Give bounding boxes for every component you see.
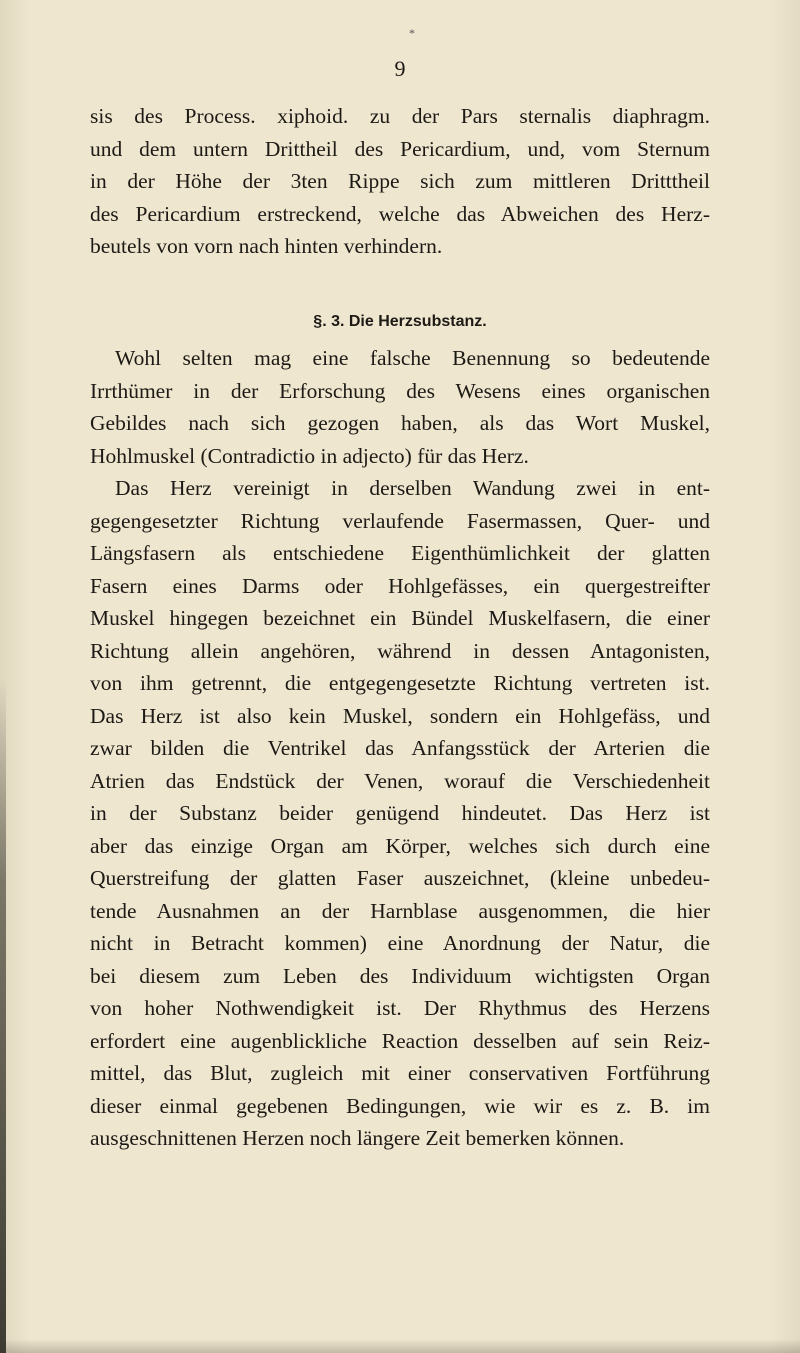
- text-line: Das Herz vereinigt in derselben Wandung zwei in ent-: [115, 476, 710, 500]
- text-line: beutels von vorn nach hinten verhindern.: [90, 234, 443, 258]
- text-line: und dem untern Drittheil des Pericardium, und, vom Sternum: [90, 136, 710, 161]
- text-line: Wohl selten mag eine falsche Benennung so bedeutende: [115, 346, 710, 370]
- text-line: in der Substanz beider genügend hindeutet. Das Herz ist: [90, 801, 710, 825]
- text-line: nicht in Betracht kommen) eine Anordnung der Natur, die: [90, 931, 710, 955]
- text-line: dieser einmal gegebenen Bedingungen, wie wir es z. B. im: [90, 1093, 710, 1118]
- text-line: erfordert eine augenblickliche Reaction desselben auf sein Reiz-: [90, 1028, 710, 1053]
- text-line: Querstreifung der glatten Faser auszeichnet, (kleine unbedeu-: [90, 866, 710, 890]
- text-line: Hohlmuskel (Contradictio in adjecto) für das Herz.: [90, 443, 529, 468]
- page-marker: *: [409, 26, 415, 40]
- binding-edge-shadow: [0, 680, 6, 1353]
- paragraph-1: [90, 100, 710, 263]
- text-line: von hoher Nothwendigkeit ist. Der Rhythmus des Herzens: [90, 996, 710, 1020]
- paragraph-3: [90, 472, 710, 1155]
- text-line: tende Ausnahmen an der Harnblase ausgenommen, die hier: [90, 898, 710, 923]
- text-line: von ihm getrennt, die entgegengesetzte Richtung vertreten ist.: [90, 671, 710, 695]
- text-line: zwar bilden die Ventrikel das Anfangsstück der Arterien die: [90, 736, 710, 760]
- text-line: in der Höhe der 3ten Rippe sich zum mittleren Dritttheil: [90, 169, 710, 193]
- text-line: mittel, das Blut, zugleich mit einer conservativen Fortführung: [90, 1061, 710, 1085]
- text-line: sis des Process. xiphoid. zu der Pars sternalis diaphragm.: [90, 104, 710, 128]
- text-line: des Pericardium erstreckend, welche das Abweichen des Herz-: [90, 201, 710, 226]
- section-heading: §. 3. Die Herzsubstanz.: [313, 313, 487, 330]
- text-line: Atrien das Endstück der Venen, worauf die Verschiedenheit: [90, 768, 710, 793]
- text-line: Das Herz ist also kein Muskel, sondern ein Hohlgefäss, und: [90, 703, 710, 728]
- text-line: Irrthümer in der Erforschung des Wesens eines organischen: [90, 378, 710, 403]
- text-line: gegengesetzter Richtung verlaufende Fasermassen, Quer- und: [90, 508, 710, 533]
- text-line: aber das einzige Organ am Körper, welches sich durch eine: [90, 833, 710, 858]
- text-line: bei diesem zum Leben des Individuum wichtigsten Organ: [90, 963, 710, 988]
- text-line: Gebildes nach sich gezogen haben, als das Wort Muskel,: [90, 411, 710, 435]
- text-line: ausgeschnittenen Herzen noch längere Zeit bemerken können.: [90, 1126, 625, 1150]
- paragraph-2: [90, 342, 710, 472]
- page-bottom-edge: [0, 1339, 800, 1353]
- text-line: Richtung allein angehören, während in dessen Antagonisten,: [90, 638, 710, 663]
- text-line: Längsfasern als entschiedene Eigenthümlichkeit der glatten: [90, 541, 710, 565]
- text-line: Muskel hingegen bezeichnet ein Bündel Muskelfasern, die einer: [90, 606, 710, 630]
- page-number: 9: [394, 56, 406, 81]
- text-line: Fasern eines Darms oder Hohlgefässes, ein quergestreifter: [90, 573, 710, 598]
